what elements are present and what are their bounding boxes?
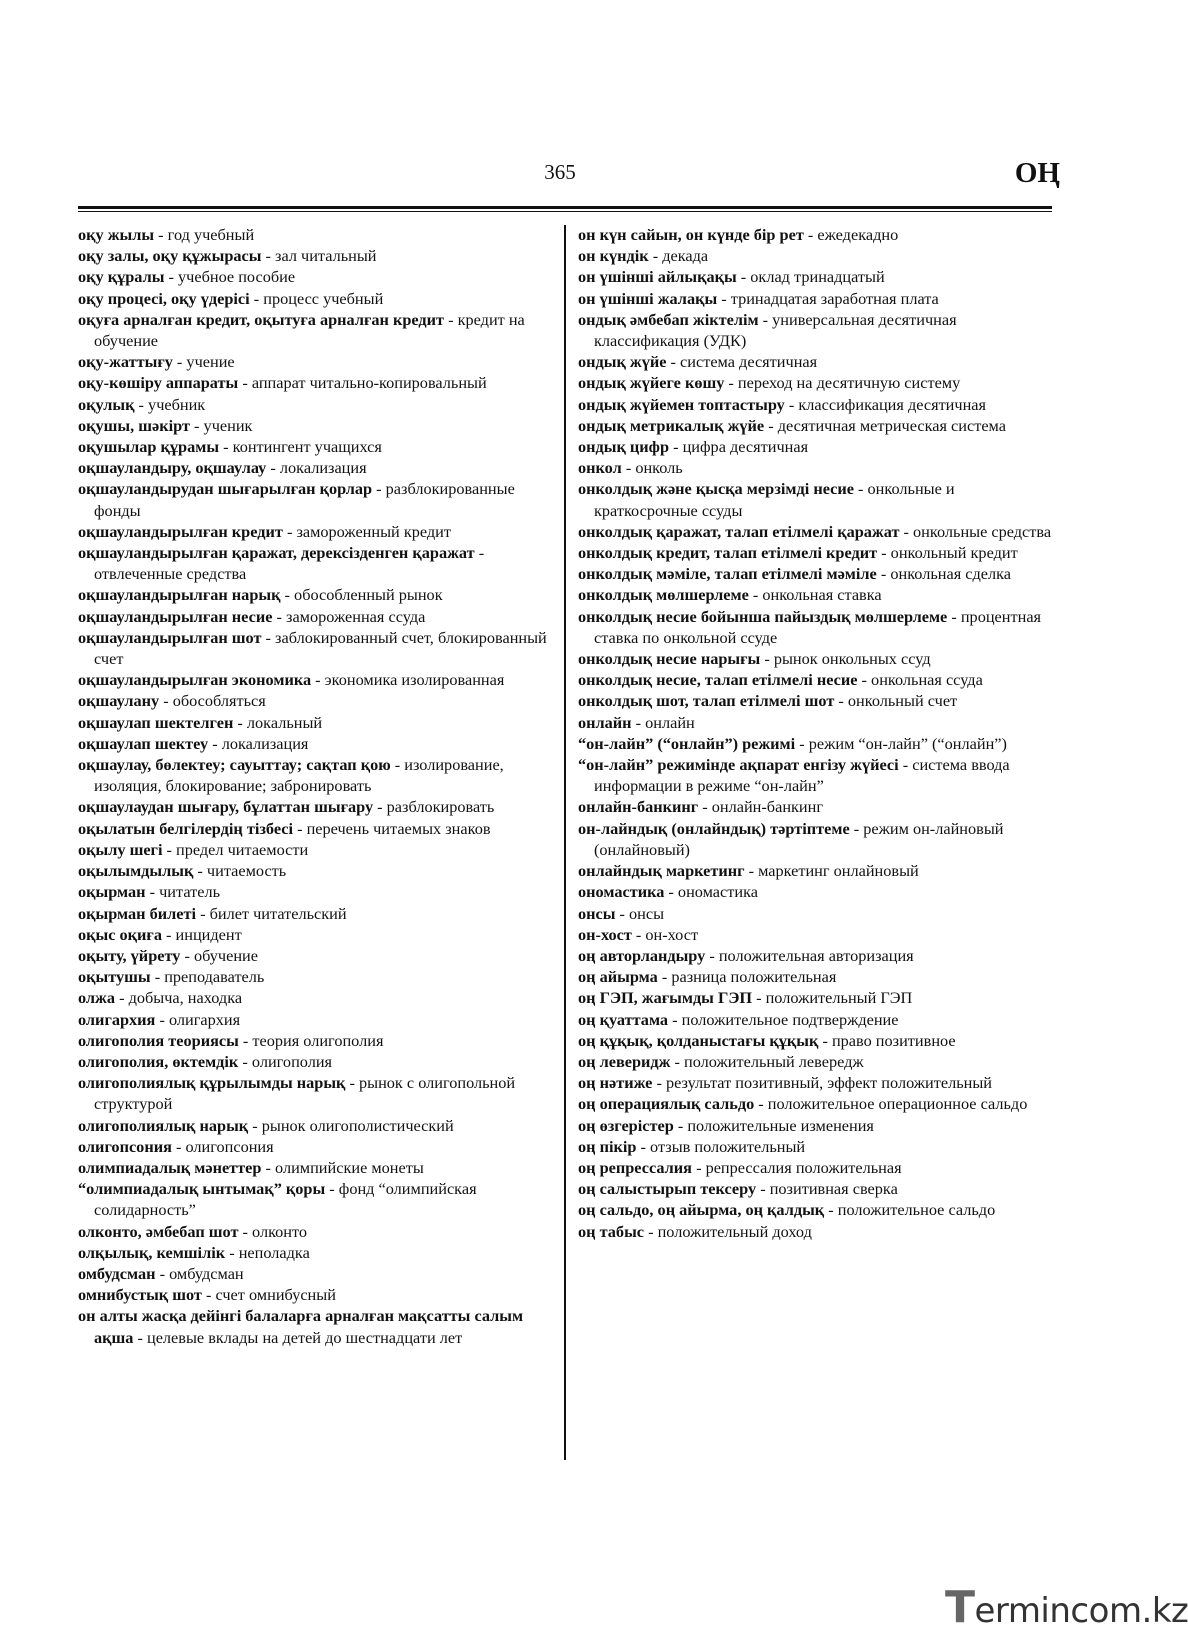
- dictionary-entry: оң құқық, қолданыстағы құқық - право позитивное: [578, 1030, 956, 1050]
- entry-term: олигархия: [78, 1009, 156, 1029]
- entry-translation: локализация: [221, 733, 309, 753]
- dictionary-entry: оқу-көшіру аппараты - аппарат читально-копировальный: [78, 373, 487, 393]
- entry-term: оң өзгерістер: [578, 1115, 674, 1135]
- dictionary-entry: ономастика - ономастика: [578, 882, 758, 902]
- entry-translation: оклад тринадцатый: [750, 267, 885, 287]
- entry-translation: онлайн: [645, 712, 695, 732]
- entry-term: олигополия, өктемдік: [78, 1051, 239, 1071]
- entry-translation: положительная авторизация: [718, 945, 914, 965]
- left-column: [78, 224, 556, 1348]
- entry-translation: омбудсман: [169, 1263, 244, 1283]
- dictionary-entry: олигополия, өктемдік - олигополия: [78, 1051, 333, 1071]
- dictionary-entry: оқшаулану - обособляться: [78, 691, 266, 711]
- dictionary-entry: он күндік - декада: [578, 246, 709, 266]
- entry-translation: онкольная сделка: [890, 564, 1012, 584]
- entry-translation: онкольная ссуда: [871, 670, 983, 690]
- entry-translation: заблокированный счет, блокированный счет: [94, 627, 547, 669]
- entry-translation: кредит на обучение: [94, 309, 525, 351]
- entry-term: оқылымдылық: [78, 861, 194, 881]
- entry-translation: рынок с олигопольной структурой: [94, 1073, 516, 1114]
- entry-term: онколдық және қысқа мерзімді несие: [578, 479, 854, 499]
- entry-translation: олимпийские монеты: [275, 1157, 424, 1177]
- dictionary-entry: оқырман билеті - билет читательский: [78, 903, 347, 923]
- dictionary-entry: оқшаулап шектелген - локальный: [78, 712, 323, 732]
- dictionary-entry: оқулық - учебник: [78, 394, 206, 414]
- entry-translation: положительное сальдо: [837, 1200, 996, 1220]
- dictionary-entry: ондық жүйеге көшу - переход на десятичную систему: [578, 373, 961, 393]
- entry-translation: учение: [186, 352, 235, 372]
- entry-translation: универсальная десятичная классификация (УДК): [594, 309, 957, 351]
- entry-term: ондық жүйеге көшу: [578, 373, 725, 393]
- dictionary-entry: олқылық, кемшілік - неполадка: [78, 1242, 310, 1262]
- entry-term: оң айырма: [578, 967, 658, 987]
- dictionary-entry: оң пікір - отзыв положительный: [578, 1136, 806, 1156]
- entry-translation: онкольные и краткосрочные ссуды: [594, 479, 955, 520]
- entry-term: “олимпиадалық ынтымақ” қоры: [78, 1179, 326, 1199]
- dictionary-entry: оң табыс - положительный доход: [578, 1221, 812, 1241]
- entry-term: ондық цифр: [578, 437, 670, 457]
- dictionary-entry: оқу жылы - год учебный: [78, 225, 255, 244]
- entry-term: онколдық кредит, талап етілмелі кредит: [578, 543, 878, 563]
- entry-translation: онкольная ставка: [762, 585, 882, 605]
- dictionary-entry: оқшауландырудан шығарылған қорлар - разблокированные фонды: [78, 479, 515, 520]
- entry-translation: инцидент: [175, 924, 242, 944]
- header-rule-thin: [78, 211, 1052, 212]
- entry-translation: онкольные средства: [913, 521, 1052, 541]
- dictionary-entry: олконто, әмбебап шот - олконто: [78, 1221, 308, 1241]
- entry-term: оң қуаттама: [578, 1009, 669, 1029]
- entry-translation: замороженная ссуда: [286, 606, 426, 626]
- header-rule: [78, 206, 1052, 209]
- dictionary-entry: оң салыстырып тексеру - позитивная сверка: [578, 1179, 898, 1199]
- dictionary-entry: оң айырма - разница положительная: [578, 967, 837, 987]
- entry-term: оқу-жаттығу: [78, 352, 173, 372]
- entry-term: оқшаулап шектелген: [78, 712, 234, 732]
- dictionary-entry: оқшауландырылған экономика - экономика изолированная: [78, 670, 505, 690]
- entry-translation: отвлеченные средства: [94, 564, 247, 584]
- entry-translation: учебник: [148, 394, 206, 414]
- entry-term: ондық метрикалық жүйе: [578, 415, 765, 435]
- entry-translation: переход на десятичную систему: [737, 373, 961, 393]
- entry-translation: онкольный кредит: [890, 543, 1018, 563]
- dictionary-entry: он үшінші айлықақы - оклад тринадцатый: [578, 267, 885, 287]
- entry-translation: онкольный счет: [847, 691, 958, 711]
- entry-term: ондық жүйемен топтастыру: [578, 394, 785, 414]
- running-header-word: ОҢ: [1014, 157, 1060, 189]
- dictionary-entry: олигархия - олигархия: [78, 1009, 241, 1029]
- dictionary-entry: оқшаулау, бөлектеу; сауыттау; сақтап қою - изолирование, изоляция, блокирование; забронировать: [78, 755, 504, 796]
- dictionary-entry: оқшауландыру, оқшаулау - локализация: [78, 458, 367, 478]
- dictionary-entry: оң операциялық сальдо - положительное операционное сальдо: [578, 1094, 1028, 1114]
- dictionary-entry: он алты жасқа дейінгі балаларға арналған мақсатты салым ақша - целевые вклады на детей до шестнадцати лет: [78, 1306, 524, 1347]
- entry-translation: разница положительная: [671, 967, 837, 987]
- dictionary-entry: олимпиадалық мәнеттер - олимпийские монеты: [78, 1157, 424, 1177]
- entry-term: оқшауландырылған қаражат, дерексізденген қаражат: [78, 543, 475, 563]
- entry-term: оқшауландырылған экономика: [78, 670, 312, 690]
- entry-term: оқушылар құрамы: [78, 437, 220, 457]
- dictionary-entry: “олимпиадалық ынтымақ” қоры - фонд “олимпийская солидарность”: [78, 1179, 477, 1220]
- dictionary-entry: “он-лайн” (“онлайн”) режимі - режим “он-лайн” (“онлайн”): [578, 733, 1007, 753]
- entry-translation: процесс учебный: [263, 288, 384, 308]
- entry-translation: олигархия: [168, 1009, 241, 1029]
- entry-term: оқшаулау, бөлектеу; сауыттау; сақтап қою: [78, 755, 391, 775]
- entry-term: омнибустық шот: [78, 1285, 202, 1305]
- dictionary-entry: омнибустық шот - счет омнибусный: [78, 1285, 336, 1305]
- entry-term: онсы: [578, 903, 616, 923]
- entry-term: оң леверидж: [578, 1051, 671, 1071]
- entry-translation: читатель: [159, 882, 221, 902]
- entry-term: оң операциялық сальдо: [578, 1094, 755, 1114]
- entry-term: оң табыс: [578, 1221, 645, 1241]
- dictionary-entry: онколдық несие бойынша пайыздық мөлшерлеме - процентная ставка по онкольной ссуде: [578, 606, 1042, 647]
- dictionary-entry: оқшауландырылған қаражат, дерексізденген қаражат - отвлеченные средства: [78, 543, 485, 584]
- entry-translation: десятичная метрическая система: [777, 415, 1006, 435]
- dictionary-entry: оқу процесі, оқу үдерісі - процесс учебный: [78, 288, 384, 308]
- entry-translation: фонд “олимпийская солидарность”: [94, 1179, 477, 1220]
- dictionary-entry: олигопсония - олигопсония: [78, 1136, 274, 1156]
- entry-term: оқушы, шәкірт: [78, 415, 190, 435]
- entry-term: оқшаулаудан шығару, бұлаттан шығару: [78, 797, 374, 817]
- entry-term: олқылық, кемшілік: [78, 1242, 226, 1262]
- entry-translation: учебное пособие: [178, 267, 296, 287]
- dictionary-entry: оқушылар құрамы - контингент учащихся: [78, 437, 382, 457]
- entry-term: онколдық мәміле, талап етілмелі мәміле: [578, 564, 877, 584]
- dictionary-entry: оқшаулаудан шығару, бұлаттан шығару - разблокировать: [78, 797, 495, 817]
- dictionary-entry: оқылу шегі - предел читаемости: [78, 839, 309, 859]
- entry-term: оң нәтиже: [578, 1073, 653, 1093]
- entry-translation: билет читательский: [209, 903, 347, 923]
- dictionary-entry: оң өзгерістер - положительные изменения: [578, 1115, 874, 1135]
- dictionary-entry: онколдық қаражат, талап етілмелі қаражат - онкольные средства: [578, 521, 1052, 541]
- entry-term: оқытушы: [78, 967, 151, 987]
- entry-translation: репрессалия положительная: [705, 1157, 902, 1177]
- entry-term: оқу жылы: [78, 225, 155, 244]
- entry-translation: экономика изолированная: [324, 670, 505, 690]
- entry-translation: целевые вклады на детей до шестнадцати лет: [146, 1327, 463, 1347]
- entry-translation: разблокированные фонды: [94, 479, 515, 520]
- entry-term: олконто, әмбебап шот: [78, 1221, 239, 1241]
- entry-translation: контингент учащихся: [232, 437, 382, 457]
- entry-translation: процентная ставка по онкольной ссуде: [594, 606, 1042, 647]
- dictionary-entry: онкол - онколь: [578, 458, 683, 478]
- dictionary-entry: онколдық несие, талап етілмелі несие - онкольная ссуда: [578, 670, 983, 690]
- entry-translation: маркетинг онлайновый: [758, 861, 919, 881]
- entry-term: оқырман билеті: [78, 903, 197, 923]
- entry-term: оқшауландырылған несие: [78, 606, 273, 626]
- entry-translation: режим “он-лайн” (“онлайн”): [808, 733, 1007, 753]
- entry-translation: онлайн-банкинг: [711, 797, 824, 817]
- dictionary-entry: онколдық мәміле, талап етілмелі мәміле - онкольная сделка: [578, 564, 1012, 584]
- entry-translation: изолирование, изоляция, блокирование; забронировать: [94, 755, 504, 796]
- dictionary-entry: онколдық шот, талап етілмелі шот - онкольный счет: [578, 691, 958, 711]
- column-divider: [564, 225, 566, 1460]
- entry-translation: система ввода информации в режиме “он-лайн”: [594, 755, 1010, 796]
- dictionary-entry: онколдық кредит, талап етілмелі кредит - онкольный кредит: [578, 543, 1018, 563]
- entry-term: онлайн-банкинг: [578, 797, 699, 817]
- dictionary-entry: олигополия теориясы - теория олигополия: [78, 1030, 384, 1050]
- entry-translation: классификация десятичная: [798, 394, 987, 414]
- dictionary-entry: олжа - добыча, находка: [78, 988, 243, 1008]
- entry-term: он алты жасқа дейінгі балаларға арналған мақсатты салым ақша: [78, 1306, 524, 1347]
- dictionary-entry: оқшауландырылған кредит - замороженный кредит: [78, 521, 451, 541]
- dictionary-entry: онлайн - онлайн: [578, 712, 695, 732]
- entry-translation: тринадцатая заработная плата: [730, 288, 939, 308]
- dictionary-entry: оқылатын белгілердің тізбесі - перечень читаемых знаков: [78, 818, 491, 838]
- dictionary-entry: оң авторландыру - положительная авторизация: [578, 945, 914, 965]
- entry-term: он-лайндық (онлайндық) тәртіптеме: [578, 818, 850, 838]
- dictionary-entry: оқу құралы - учебное пособие: [78, 267, 296, 287]
- entry-term: онколдық шот, талап етілмелі шот: [578, 691, 835, 711]
- dictionary-entry: “он-лайн” режимінде ақпарат енгізу жүйесі - система ввода информации в режиме “он-лайн”: [578, 755, 1010, 796]
- entry-translation: положительный левередж: [684, 1051, 864, 1071]
- dictionary-entry: оң қуаттама - положительное подтверждение: [578, 1009, 899, 1029]
- entry-term: оң салыстырып тексеру: [578, 1179, 757, 1199]
- entry-translation: добыча, находка: [128, 988, 243, 1008]
- entry-translation: обособленный рынок: [294, 585, 443, 605]
- entry-term: он күн сайын, он күнде бір рет: [578, 225, 804, 244]
- entry-translation: олконто: [252, 1221, 308, 1241]
- entry-translation: разблокировать: [386, 797, 495, 817]
- entry-translation: положительное операционное сальдо: [767, 1094, 1028, 1114]
- dictionary-entry: оқырман - читатель: [78, 882, 221, 902]
- entry-term: оқу залы, оқу құжырасы: [78, 246, 262, 266]
- entry-translation: положительный ГЭП: [765, 988, 913, 1008]
- dictionary-entry: оң сальдо, оң айырма, оң қалдық - положительное сальдо: [578, 1200, 996, 1220]
- entry-term: олигополиялық құрылымды нарық: [78, 1073, 346, 1093]
- dictionary-entry: оң репрессалия - репрессалия положительная: [578, 1157, 902, 1177]
- dictionary-entry: онколдық несие нарығы - рынок онкольных ссуд: [578, 649, 931, 669]
- entry-term: оқшаулану: [78, 691, 160, 711]
- right-column: [578, 224, 1054, 1242]
- entry-term: оқыту, үйрету: [78, 945, 181, 965]
- entry-term: омбудсман: [78, 1263, 156, 1283]
- entry-translation: олигопсония: [185, 1136, 274, 1156]
- entry-term: оқылатын белгілердің тізбесі: [78, 818, 294, 838]
- entry-term: он-хост: [578, 924, 632, 944]
- entry-term: олигопсония: [78, 1136, 172, 1156]
- entry-term: он үшінші жалақы: [578, 288, 718, 308]
- entry-translation: результат позитивный, эффект положительный: [665, 1073, 993, 1093]
- dictionary-entry: оқыс оқиға - инцидент: [78, 924, 242, 944]
- entry-translation: ежедекадно: [817, 225, 899, 244]
- dictionary-entry: оқу залы, оқу құжырасы - зал читальный: [78, 246, 377, 266]
- entry-term: оқу құралы: [78, 267, 165, 287]
- entry-term: оқшауландырылған шот: [78, 627, 262, 647]
- dictionary-entry: он күн сайын, он күнде бір рет - ежедекадно: [578, 225, 899, 244]
- dictionary-entry: олигополиялық нарық - рынок олигополистический: [78, 1115, 454, 1135]
- entry-term: оқшауландырылған кредит: [78, 521, 283, 541]
- entry-term: онколдық мөлшерлеме: [578, 585, 749, 605]
- entry-translation: декада: [662, 246, 709, 266]
- entry-term: оқу-көшіру аппараты: [78, 373, 239, 393]
- dictionary-entry: ондық жүйемен топтастыру - классификация десятичная: [578, 394, 987, 414]
- entry-translation: неполадка: [238, 1242, 310, 1262]
- dictionary-entry: оқшауландырылған нарық - обособленный рынок: [78, 585, 443, 605]
- dictionary-entry: оқылымдылық - читаемость: [78, 861, 287, 881]
- dictionary-entry: онлайндық маркетинг - маркетинг онлайновый: [578, 861, 919, 881]
- entry-term: ондық жүйе: [578, 352, 667, 372]
- dictionary-entry: оқытушы - преподаватель: [78, 967, 265, 987]
- entry-term: олигополиялық нарық: [78, 1115, 249, 1135]
- entry-translation: олигополия: [251, 1051, 333, 1071]
- dictionary-entry: оң нәтиже - результат позитивный, эффект положительный: [578, 1073, 993, 1093]
- entry-term: оң сальдо, оң айырма, оң қалдық: [578, 1200, 825, 1220]
- dictionary-entry: оқшауландырылған шот - заблокированный счет, блокированный счет: [78, 627, 547, 669]
- entry-translation: предел читаемости: [176, 839, 309, 859]
- entry-translation: аппарат читально-копировальный: [251, 373, 487, 393]
- entry-translation: рынок онкольных ссуд: [773, 649, 931, 669]
- entry-translation: год учебный: [167, 225, 255, 244]
- dictionary-entry: он-хост - он-хост: [578, 924, 699, 944]
- entry-translation: локальный: [246, 712, 323, 732]
- entry-term: оқуға арналған кредит, оқытуға арналған кредит: [78, 309, 445, 329]
- entry-term: онкол: [578, 458, 622, 478]
- entry-term: оқылу шегі: [78, 839, 163, 859]
- dictionary-entry: оқшауландырылған несие - замороженная ссуда: [78, 606, 426, 626]
- entry-translation: система десятичная: [680, 352, 818, 372]
- dictionary-entry: оқу-жаттығу - учение: [78, 352, 235, 372]
- dictionary-entry: оқуға арналған кредит, оқытуға арналған кредит - кредит на обучение: [78, 309, 525, 351]
- entry-term: “он-лайн” режимінде ақпарат енгізу жүйесі: [578, 755, 899, 775]
- dictionary-entry: онлайн-банкинг - онлайн-банкинг: [578, 797, 824, 817]
- entry-translation: обособляться: [172, 691, 266, 711]
- entry-translation: отзыв положительный: [650, 1136, 806, 1156]
- entry-translation: положительные изменения: [687, 1115, 874, 1135]
- dictionary-entry: олигополиялық құрылымды нарық - рынок с олигопольной структурой: [78, 1073, 516, 1114]
- entry-translation: обучение: [193, 945, 258, 965]
- dictionary-entry: ондық әмбебап жіктелім - универсальная десятичная классификация (УДК): [578, 309, 957, 351]
- entry-translation: ономастика: [677, 882, 758, 902]
- entry-term: оқырман: [78, 882, 146, 902]
- entry-translation: он-хост: [645, 924, 699, 944]
- entry-translation: режим он-лайновый (онлайновый): [594, 818, 1004, 859]
- entry-term: оң ГЭП, жағымды ГЭП: [578, 988, 753, 1008]
- entry-translation: ученик: [203, 415, 253, 435]
- entry-term: оң құқық, қолданыстағы құқық: [578, 1030, 819, 1050]
- entry-translation: читаемость: [206, 861, 287, 881]
- dictionary-entry: оқшаулап шектеу - локализация: [78, 733, 309, 753]
- entry-term: онлайн: [578, 712, 632, 732]
- entry-term: ономастика: [578, 882, 665, 902]
- entry-term: оқу процесі, оқу үдерісі: [78, 288, 250, 308]
- dictionary-entry: оқыту, үйрету - обучение: [78, 945, 258, 965]
- entry-translation: право позитивное: [831, 1030, 956, 1050]
- entry-term: онколдық несие нарығы: [578, 649, 761, 669]
- dictionary-entry: ондық жүйе - система десятичная: [578, 352, 818, 372]
- entry-term: олимпиадалық мәнеттер: [78, 1157, 262, 1177]
- entry-term: олигополия теориясы: [78, 1030, 239, 1050]
- entry-term: “он-лайн” (“онлайн”) режимі: [578, 733, 796, 753]
- dictionary-entry: ондық цифр - цифра десятичная: [578, 437, 809, 457]
- entry-translation: зал читальный: [275, 246, 377, 266]
- entry-translation: счет омнибусный: [215, 1285, 336, 1305]
- entry-translation: теория олигополия: [252, 1030, 384, 1050]
- dictionary-entry: оң леверидж - положительный левередж: [578, 1051, 864, 1071]
- entry-term: оң авторландыру: [578, 945, 706, 965]
- entry-term: оқшаулап шектеу: [78, 733, 209, 753]
- entry-term: онлайндық маркетинг: [578, 861, 745, 881]
- entry-term: оқшауландырылған нарық: [78, 585, 281, 605]
- entry-term: онколдық қаражат, талап етілмелі қаражат: [578, 521, 900, 541]
- dictionary-entry: оң ГЭП, жағымды ГЭП - положительный ГЭП: [578, 988, 913, 1008]
- entry-translation: перечень читаемых знаков: [306, 818, 491, 838]
- entry-term: оқыс оқиға: [78, 924, 162, 944]
- entry-term: онколдық несие, талап етілмелі несие: [578, 670, 858, 690]
- watermark-logo: Termincom.kz: [945, 1582, 1188, 1633]
- entry-translation: замороженный кредит: [296, 521, 451, 541]
- dictionary-entry: онсы - онсы: [578, 903, 665, 923]
- dictionary-entry: он-лайндық (онлайндық) тәртіптеме - режим он-лайновый (онлайновый): [578, 818, 1004, 859]
- entry-translation: рынок олигополистический: [261, 1115, 454, 1135]
- entry-translation: локализация: [279, 458, 367, 478]
- entry-translation: позитивная сверка: [769, 1179, 898, 1199]
- dictionary-entry: ондық метрикалық жүйе - десятичная метрическая система: [578, 415, 1006, 435]
- page-number: 365: [544, 160, 576, 184]
- entry-term: ондық әмбебап жіктелім: [578, 309, 759, 329]
- dictionary-entry: онколдық мөлшерлеме - онкольная ставка: [578, 585, 882, 605]
- entry-translation: положительный доход: [657, 1221, 812, 1241]
- entry-term: оң пікір: [578, 1136, 637, 1156]
- dictionary-entry: оқушы, шәкірт - ученик: [78, 415, 253, 435]
- dictionary-entry: онколдық және қысқа мерзімді несие - онкольные и краткосрочные ссуды: [578, 479, 955, 520]
- entry-translation: преподаватель: [164, 967, 265, 987]
- entry-term: оқулық: [78, 394, 135, 414]
- entry-translation: онсы: [629, 903, 665, 923]
- entry-term: оқшауландырудан шығарылған қорлар: [78, 479, 373, 499]
- entry-translation: онколь: [635, 458, 683, 478]
- entry-term: он үшінші айлықақы: [578, 267, 737, 287]
- entry-translation: положительное подтверждение: [681, 1009, 899, 1029]
- entry-term: олжа: [78, 988, 116, 1008]
- dictionary-entry: он үшінші жалақы - тринадцатая заработная плата: [578, 288, 939, 308]
- entry-term: онколдық несие бойынша пайыздық мөлшерлеме: [578, 606, 948, 626]
- entry-term: он күндік: [578, 246, 649, 266]
- entry-term: оң репрессалия: [578, 1157, 692, 1177]
- entry-term: оқшауландыру, оқшаулау: [78, 458, 267, 478]
- dictionary-entry: омбудсман - омбудсман: [78, 1263, 244, 1283]
- entry-translation: цифра десятичная: [682, 437, 809, 457]
